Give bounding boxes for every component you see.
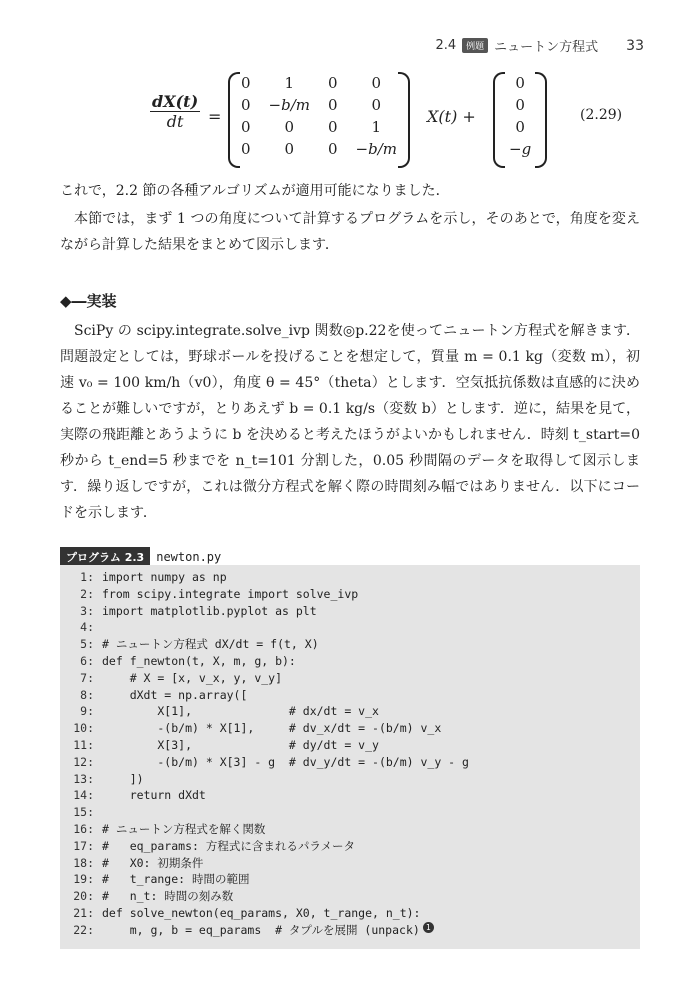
code-text: def f_newton(t, X, m, g, b): — [102, 653, 296, 668]
matrix-cell: 0 — [241, 118, 251, 136]
code-text: import numpy as np — [102, 570, 227, 584]
state-vector-term: X(t) + — [427, 107, 476, 126]
code-line — [60, 754, 640, 771]
matrix-cell: −b/m — [355, 140, 397, 158]
vector-right-bracket — [535, 72, 547, 168]
matrix-row — [232, 72, 406, 94]
matrix-cell: 0 — [371, 96, 382, 114]
running-header — [435, 36, 644, 55]
matrix-row — [232, 94, 406, 116]
code-line — [60, 653, 640, 670]
code-text: X[3], # dy/dt = v_y — [102, 737, 379, 752]
code-line — [60, 670, 640, 687]
line-number: 6: — [80, 653, 94, 668]
code-text: return dXdt — [102, 788, 206, 803]
code-line — [60, 922, 640, 939]
matrix-cell: 1 — [371, 118, 382, 136]
code-line — [60, 771, 640, 788]
page-number: 33 — [626, 37, 644, 54]
equation-lhs — [150, 92, 200, 131]
line-number: 20: — [73, 889, 94, 904]
code-text: dXdt = np.array([ — [102, 687, 248, 702]
equation-number: (2.29) — [580, 107, 623, 123]
lhs-denominator: dt — [166, 112, 184, 131]
code-listing — [60, 565, 640, 949]
vector-cell: 0 — [515, 96, 525, 114]
code-text: def solve_newton(eq_params, X0, t_range, n_t): — [102, 905, 421, 920]
program-label: プログラム 2.3 — [60, 547, 150, 567]
program-caption — [60, 547, 221, 567]
line-number: 21: — [73, 905, 94, 920]
code-text: X[1], # dx/dt = v_x — [102, 704, 379, 719]
line-number: 14: — [73, 788, 94, 803]
line-number: 19: — [73, 872, 94, 887]
line-number: 18: — [73, 855, 94, 870]
line-number: 1: — [80, 570, 94, 584]
vector-cell: 0 — [515, 74, 525, 92]
line-number: 11: — [73, 737, 94, 752]
code-line — [60, 703, 640, 720]
code-line — [60, 821, 640, 838]
matrix-cell: 0 — [241, 140, 251, 158]
section-number: 2.4 — [435, 38, 457, 53]
matrix-cell: 0 — [284, 140, 295, 158]
vector-left-bracket — [493, 72, 505, 168]
matrix-cell: 0 — [328, 140, 338, 158]
matrix-cell: 0 — [284, 118, 295, 136]
line-number: 17: — [73, 838, 94, 853]
code-text: m, g, b = eq_params # タプルを展開 (unpack) — [102, 922, 420, 937]
line-number: 5: — [80, 637, 94, 652]
paragraph-3: SciPy の scipy.integrate.solve_ivp 関数◎p.22を使ってニュートン方程式を解きます．問題設定としては，野球ボールを投げることを想定して，質量 m = 0.1 kg（変数 m），初速 v₀ = 100 km/h（v0），角度 θ = 45°（theta）とします．空気抵抗係数は直感的に決めることが難しいですが，とりあえず b = 0.1 kg/s（変数 b）とします．逆に，結果を見て，実際の飛距離とあうように b を決めると考えたほうがよいかもしれません．時刻 t_start=0 秒から t_end=5 秒までを n_t=101 分割した，0.05 秒間隔のデータを取得して図示します．繰り返しですが，これは微分方程式を解く際の時間刻み幅ではありません．以下にコードを示します． — [60, 323, 640, 521]
matrix-cell: −b/m — [268, 96, 310, 114]
matrix-left-bracket — [228, 72, 240, 168]
matrix-cell: 1 — [284, 74, 295, 92]
code-text: # eq_params: 方程式に含まれるパラメータ — [102, 838, 356, 853]
line-number: 8: — [80, 687, 94, 702]
line-number: 22: — [73, 922, 94, 937]
section-heading: ◆―実装 — [60, 292, 117, 310]
example-tag: 例題 — [462, 38, 488, 53]
matrix-right-bracket — [398, 72, 410, 168]
matrix-cell: 0 — [328, 96, 338, 114]
code-line — [60, 687, 640, 704]
callout-marker: 1 — [423, 922, 434, 933]
line-number: 4: — [80, 620, 94, 635]
line-number: 9: — [80, 704, 94, 719]
code-text: from scipy.integrate import solve_ivp — [102, 586, 359, 601]
code-line — [60, 586, 640, 603]
matrix-cell: 0 — [328, 74, 338, 92]
code-line — [60, 636, 640, 653]
matrix-row — [232, 116, 406, 138]
line-number: 7: — [80, 670, 94, 685]
lhs-numerator: dX(t) — [152, 92, 199, 111]
line-number: 10: — [73, 721, 94, 736]
code-line — [60, 787, 640, 804]
code-line — [60, 871, 640, 888]
matrix-cell: 0 — [328, 118, 338, 136]
code-text: # n_t: 時間の刻み数 — [102, 889, 234, 904]
line-number: 13: — [73, 771, 94, 786]
equals-sign: = — [208, 107, 222, 126]
code-line — [60, 838, 640, 855]
matrix-cell: 0 — [241, 96, 251, 114]
code-line — [60, 603, 640, 620]
matrix-row — [232, 138, 406, 160]
code-text: # X = [x, v_x, y, v_y] — [102, 670, 283, 685]
vector-cell: −g — [509, 140, 532, 158]
matrix-cell: 0 — [241, 74, 251, 92]
equation-2-29 — [150, 72, 630, 172]
code-text: # ニュートン方程式 dX/dt = f(t, X) — [102, 637, 319, 652]
header-title: ニュートン方程式 — [494, 40, 599, 55]
coefficient-matrix — [232, 72, 406, 160]
code-line — [60, 720, 640, 737]
code-text: # ニュートン方程式を解く関数 — [102, 821, 266, 836]
code-line — [60, 569, 640, 586]
code-text: -(b/m) * X[1], # dv_x/dt = -(b/m) v_x — [102, 721, 442, 736]
line-number: 2: — [80, 586, 94, 601]
matrix-cell: 0 — [371, 74, 382, 92]
code-text: ]) — [102, 771, 144, 786]
code-text: -(b/m) * X[3] - g # dv_y/dt = -(b/m) v_y - g — [102, 754, 469, 769]
paragraph-1: これで，2.2 節の各種アルゴリズムが適用可能になりました． — [60, 183, 450, 199]
code-line — [60, 855, 640, 872]
code-line — [60, 804, 640, 821]
code-line — [60, 888, 640, 905]
code-text: # t_range: 時間の範囲 — [102, 872, 250, 887]
paragraph-2: 本節では，まず 1 つの角度について計算するプログラムを示し，そのあとで，角度を変えながら計算した結果をまとめて図示します． — [60, 211, 640, 253]
vector-cell: 0 — [515, 118, 525, 136]
line-number: 12: — [73, 754, 94, 769]
code-line — [60, 619, 640, 636]
code-line — [60, 737, 640, 754]
constant-vector — [497, 72, 543, 160]
code-text: import matplotlib.pyplot as plt — [102, 603, 317, 618]
line-number: 16: — [73, 821, 94, 836]
program-filename: newton.py — [156, 550, 222, 564]
matrix-table — [232, 72, 406, 160]
code-line — [60, 905, 640, 922]
line-number: 3: — [80, 603, 94, 618]
line-number: 15: — [73, 805, 94, 820]
code-text: # X0: 初期条件 — [102, 855, 204, 870]
